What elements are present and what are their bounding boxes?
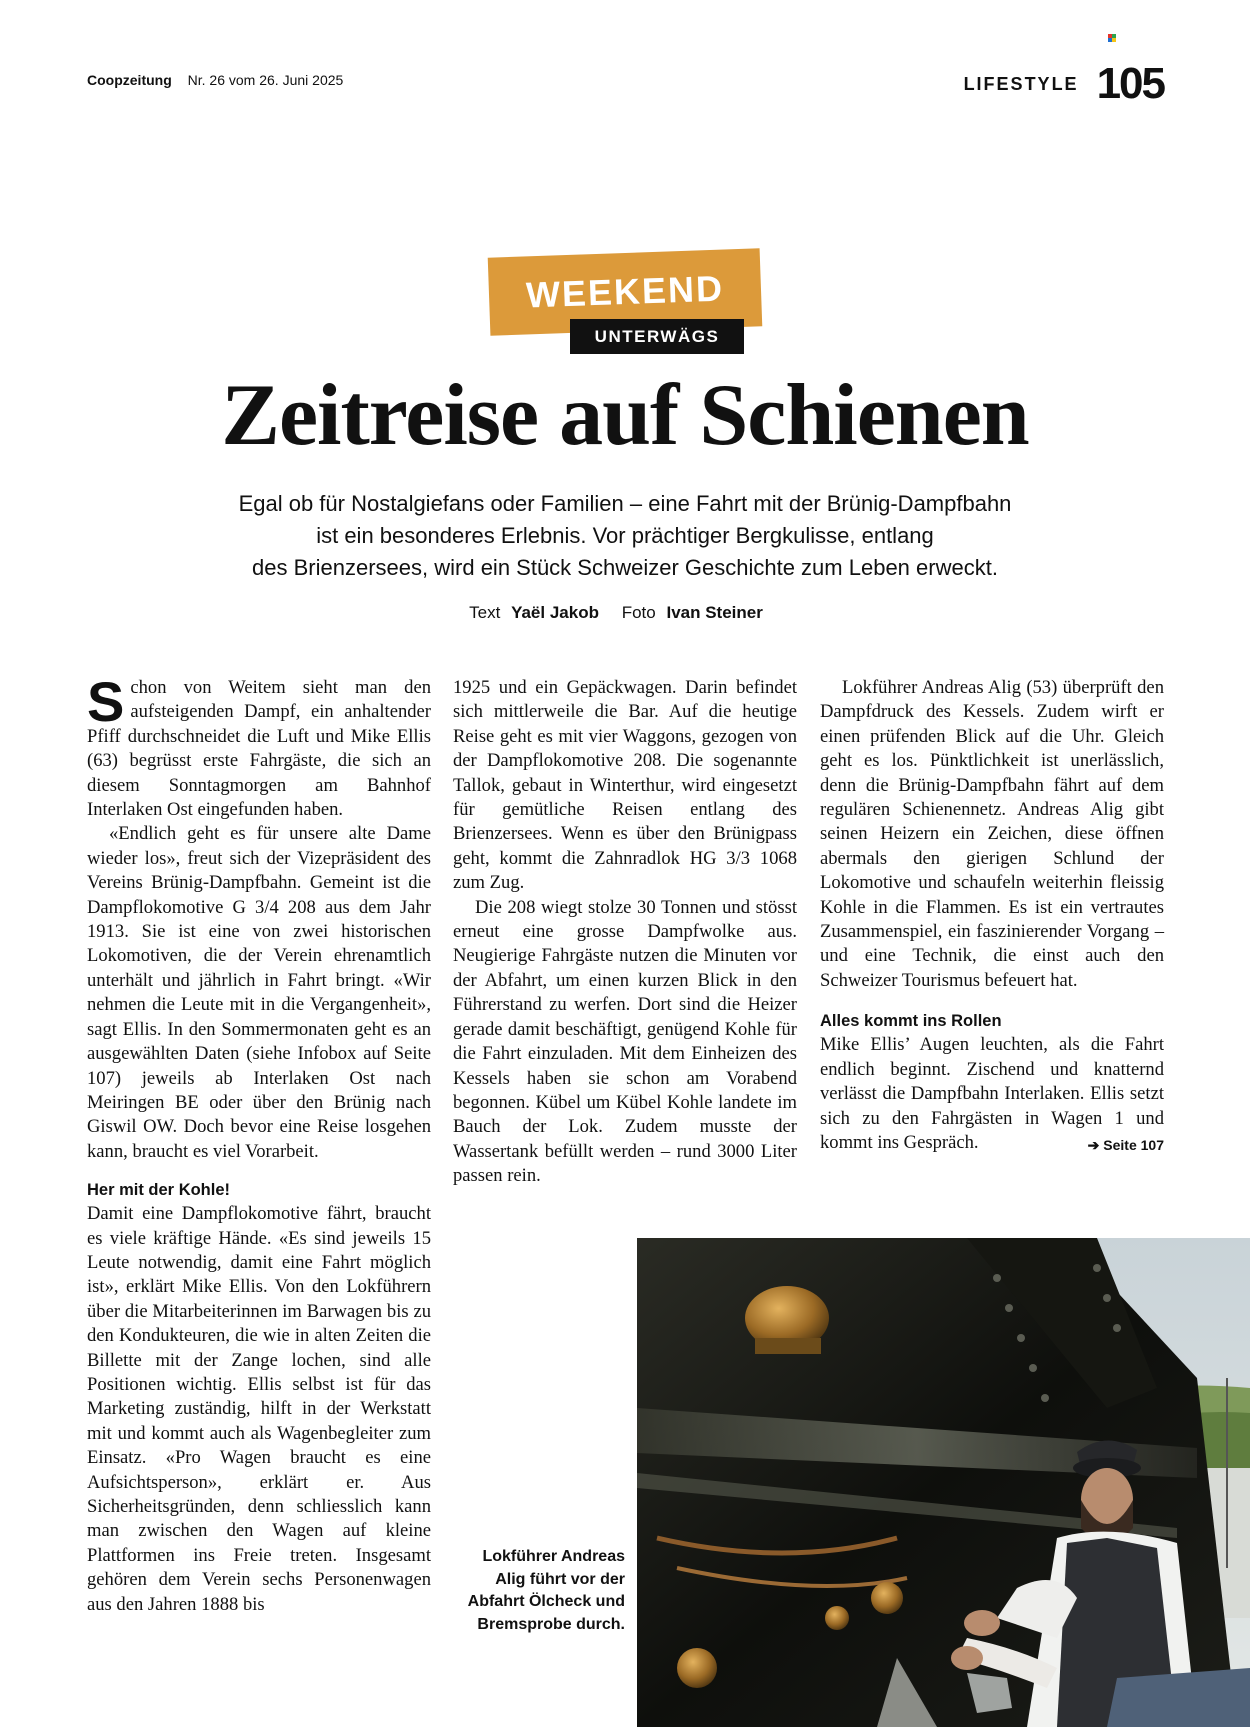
- paragraph: Lokführer Andreas Alig (53) überprüft den Dampfdruck des Kessels. Zudem wirft er einen prüfenden Blick auf die Uhr. Gleich geht es los. Pünktlichkeit ist unerlässlich, denn die Brünig-Dampfbahn fährt auf dem regulären Schienennetz. Andreas Alig gibt seinen Heizern ein Zeichen, diese öffnen abermals den gierigen Schlund der Lokomotive und schaufeln weiterhin fleissig Kohle in die Flammen. Es ist ein vertrautes Zusammenspiel, ein faszinierender Vorgang – und eine Technik, die einst auch den Schweizer Tourismus befeuert hat.: [820, 677, 1164, 991]
- article-column-2: [453, 676, 797, 1189]
- paragraph-text: Mike Ellis’ Augen leuchten, als die Fahrt endlich beginnt. Zischend und knatternd verlässt die Dampfbahn Interlaken. Ellis setzt sich zu den Fahrgästen in Wagen 1 und kommt ins Gespräch.: [820, 1034, 1164, 1153]
- article-column-1: [87, 670, 431, 1617]
- paragraph: Damit eine Dampflokomotive fährt, braucht es viele kräftige Hände. «Es sind jeweils 15 Leute notwendig, damit eine Fahrt möglich ist», erklärt Mike Ellis. Von den Lokführern über die Mitarbeiterinnen im Barwagen bis zu den Kondukteuren, die wie in alten Zeiten die Billette mit der Zange lochen, sind alle Positionen wichtig. Ellis selbst ist für das Marketing zuständig, hilft in der Werkstatt mit und kommt auch als Wagenbegleiter zum Einsatz. «Pro Wagen braucht es eine Aufsichtsperson», erklärt er. Aus Sicherheitsgründen, denn schliesslich kann man zwischen den Wagen auf kleine Plattformen ins Freie treten. Insgesamt gehören dem Verein sechs Personenwagen aus den Jahren 1888 bis: [87, 1203, 431, 1615]
- page-reference-link[interactable]: ➔ Seite 107: [1087, 1136, 1164, 1153]
- issue-date: Nr. 26 vom 26. Juni 2025: [187, 72, 344, 88]
- kicker-weekend-label: WEEKEND: [525, 267, 725, 316]
- headline: Zeitreise auf Schienen: [221, 367, 1029, 464]
- drop-cap: S: [87, 670, 125, 733]
- text-credit-label: Text: [469, 603, 501, 622]
- kicker-unterwaegs-label: UNTERWÄGS: [594, 326, 720, 346]
- byline: [0, 603, 1250, 623]
- paragraph: Die 208 wiegt stolze 30 Tonnen und stösst erneut eine grosse Dampfwolke aus. Neugierige Fahrgäste nutzen die Minuten vor der Abfahrt, um einen kurzen Blick in den Führerstand zu werfen. Dort sind die Heizer gerade damit beschäftigt, genügend Kohle für die Fahrt einzuladen. Mit dem Einheizen des Kessels haben sie schon am Vorabend begonnen. Kübel um Kübel Kohle landete im Bauch der Lok. Zudem musste der Wassertank befüllt werden – rund 3000 Liter passen rein.: [453, 896, 797, 1187]
- paragraph: [820, 1033, 1164, 1155]
- page-number: 105: [1096, 59, 1164, 108]
- lead-paragraph: [200, 488, 1050, 584]
- section-label: LIFESTYLE: [963, 73, 1079, 94]
- paragraph: [87, 670, 431, 822]
- paragraph: «Endlich geht es für unsere alte Dame wieder los», freut sich der Vizepräsident des Vereins Brünig-Dampfbahn. Gemeint ist die Dampflokomotive G 3/4 208 aus dem Jahr 1913. Sie ist eine von zwei historischen Lokomotiven, die der Verein ehrenamtlich unterhält und jährlich in Fahrt bringt. «Wir nehmen die Leute mit in die Vergangenheit», sagt Ellis. In den Sommermonaten geht es an ausgewählten Daten (siehe Infobox auf Seite 107) jeweils ab Interlaken Ost nach Meiringen BE oder über den Brünig nach Giswil OW. Doch bevor eine Reise losgehen kann, braucht es viel Vorarbeit.: [87, 823, 431, 1162]
- publication-name: Coopzeitung: [87, 72, 172, 88]
- color-registration-mark: [1108, 34, 1116, 42]
- lead-line: ist ein besonderes Erlebnis. Vor prächtiger Bergkulisse, entlang: [316, 523, 934, 548]
- locomotive-photo: [637, 1238, 1250, 1727]
- paragraph-text: chon von Weitem sieht man den aufsteigenden Dampf, ein anhaltender Pfiff durchschneidet die Luft und Mike Ellis (63) begrüsst erste Fahrgäste, die sich an diesem Sonntagmorgen am Bahnhof Interlaken Ost eingefunden haben.: [87, 677, 431, 821]
- photo-caption: Lokführer Andreas Alig führt vor der Abfahrt Ölcheck und Bremsprobe durch.: [467, 1548, 625, 1633]
- author-name: Yaël Jakob: [511, 603, 599, 622]
- lead-line: Egal ob für Nostalgiefans oder Familien – eine Fahrt mit der Brünig-Dampfbahn: [238, 491, 1012, 516]
- photo-credit-label: Foto: [621, 603, 656, 622]
- masthead: [87, 72, 343, 88]
- article-column-3: [820, 676, 1164, 1157]
- subheading: Her mit der Kohle!: [87, 1181, 231, 1200]
- subheading: Alles kommt ins Rollen: [820, 1012, 1002, 1031]
- photographer-name: Ivan Steiner: [666, 603, 763, 622]
- lead-line: des Brienzersees, wird ein Stück Schweizer Geschichte zum Leben erweckt.: [252, 555, 998, 580]
- paragraph: 1925 und ein Gepäckwagen. Darin befindet sich mittlerweile die Bar. Auf die heutige Reise geht es mit vier Waggons, gezogen von der Dampflokomotive 208. Die sogenannte Tallok, gebaut in Winterthur, wird eingesetzt für gemütliche Reisen entlang des Brienzersees. Wenn es über den Brünigpass geht, kommt die Zahnradlok HG 3/3 1068 zum Zug.: [453, 677, 797, 894]
- section-header: [963, 59, 1164, 108]
- kicker-unterwaegs: [570, 319, 744, 354]
